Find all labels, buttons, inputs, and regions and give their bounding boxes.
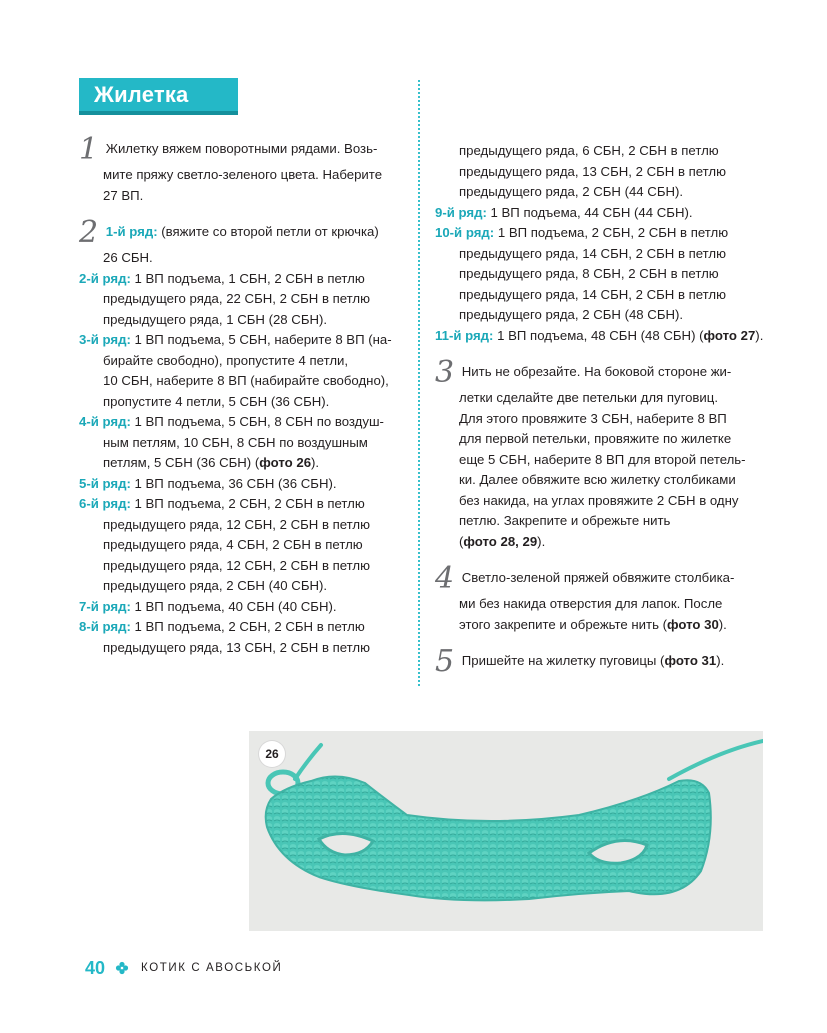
row-label: 4-й ряд:	[79, 414, 131, 429]
row-line: 10 СБН, наберите 8 ВП (набирайте свободно),	[103, 373, 389, 388]
step-text: ).	[716, 653, 725, 668]
row-label: 8-й ряд:	[79, 619, 131, 634]
crochet-vest-illustration	[249, 731, 763, 931]
step-3	[435, 355, 770, 390]
step-2-line: 26 СБН.	[103, 250, 153, 265]
row-line: предыдущего ряда, 12 СБН, 2 СБН в петлю	[103, 516, 370, 532]
row-line: предыдущего ряда, 1 СБН (28 СБН).	[103, 311, 328, 327]
row-line: предыдущего ряда, 14 СБН, 2 СБН в петлю	[459, 286, 726, 302]
photo-26	[249, 731, 763, 931]
right-column	[435, 141, 770, 677]
row-label: 1-й ряд:	[105, 224, 158, 239]
row-text: 1 ВП подъема, 2 СБН, 2 СБН в петлю	[130, 619, 365, 634]
photo-ref: фото 31	[664, 653, 717, 668]
step-text: ).	[537, 533, 546, 549]
book-title: КОТИК С АВОСЬКОЙ	[141, 962, 283, 974]
step-3-line: для первой петельки, провяжите по жилетке	[459, 431, 732, 446]
row-text: 1 ВП подъема, 48 СБН (48 СБН) (	[493, 327, 704, 343]
step-3-line: без накида, на углах провяжите 2 СБН в одну	[459, 492, 739, 508]
step-number: 5	[435, 644, 455, 679]
row-line	[79, 453, 411, 474]
section-title	[79, 78, 238, 111]
step-text: (	[459, 533, 464, 549]
step-text: Пришейте на жилетку пуговицы (	[461, 653, 665, 668]
row-line: предыдущего ряда, 22 СБН, 2 СБН в петлю	[103, 291, 370, 306]
row-3	[79, 330, 411, 351]
step-3-line: ки. Далее обвяжите всю жилетку столбиками	[459, 472, 736, 487]
column-divider	[418, 80, 420, 686]
step-text: этого закрепите и обрежьте нить (	[459, 616, 668, 632]
step-4-line: ми без накида отверстия для лапок. После	[459, 596, 723, 611]
row-text: 1 ВП подъема, 40 СБН (40 СБН).	[130, 598, 337, 614]
section-title-text: Жилетка	[94, 81, 189, 107]
step-3-line	[435, 532, 770, 553]
step-3-line: еще 5 СБН, наберите 8 ВП для второй петель-	[459, 451, 746, 467]
page-number: 40	[85, 957, 106, 978]
photo-ref: фото 27	[703, 327, 756, 343]
title-shadow	[79, 111, 238, 115]
row-text: ).	[311, 455, 320, 470]
row-text: 1 ВП подъема, 2 СБН, 2 СБН в петлю	[130, 496, 365, 511]
row-line: пропустите 4 петли, 5 СБН (36 СБН).	[103, 393, 330, 409]
row-line: предыдущего ряда, 14 СБН, 2 СБН в петлю	[459, 245, 726, 261]
row-10	[435, 223, 770, 244]
photo-ref: фото 26	[259, 455, 312, 470]
row-8	[79, 617, 411, 638]
row-line: предыдущего ряда, 8 СБН, 2 СБН в петлю	[459, 266, 719, 281]
flower-icon	[115, 961, 129, 975]
row-line: предыдущего ряда, 12 СБН, 2 СБН в петлю	[103, 557, 370, 573]
row-label: 2-й ряд:	[79, 270, 131, 286]
row-label: 9-й ряд:	[435, 204, 487, 220]
step-4-line	[435, 615, 770, 636]
row-4	[79, 412, 411, 433]
row-text: петлям, 5 СБН (36 СБН) (	[103, 455, 260, 470]
step-3-line: Для этого провяжите 3 СБН, наберите 8 ВП	[459, 410, 727, 426]
step-number: 1	[79, 132, 99, 167]
row-text: 1 ВП подъема, 44 СБН (44 СБН).	[486, 204, 693, 220]
row-line: предыдущего ряда, 2 СБН (40 СБН).	[103, 578, 328, 593]
row-label: 11-й ряд:	[435, 327, 494, 343]
step-number: 4	[435, 561, 455, 596]
step-2	[79, 215, 411, 250]
row-line: предыдущего ряда, 4 СБН, 2 СБН в петлю	[103, 537, 363, 552]
step-text: ).	[718, 616, 727, 632]
row-text: ).	[755, 327, 764, 343]
step-3-line: летки сделайте две петельки для пуговиц.	[459, 390, 719, 405]
row-6	[79, 494, 411, 515]
step-1-line: 27 ВП.	[103, 187, 144, 203]
row-line: предыдущего ряда, 6 СБН, 2 СБН в петлю	[459, 143, 719, 158]
row-line: предыдущего ряда, 2 СБН (48 СБН).	[459, 307, 684, 322]
left-column	[79, 132, 411, 658]
row-text: 1 ВП подъема, 5 СБН, 8 СБН по воздуш-	[130, 414, 384, 429]
row-9	[435, 203, 770, 224]
row-7	[79, 597, 411, 618]
photo-ref: фото 28, 29	[463, 533, 538, 549]
step-1	[79, 132, 411, 167]
row-text: 1 ВП подъема, 1 СБН, 2 СБН в петлю	[130, 270, 365, 286]
row-2	[79, 269, 411, 290]
row-line: бирайте свободно), пропустите 4 петли,	[103, 352, 349, 368]
step-text: Жилетку вяжем поворотными рядами. Возь-	[105, 141, 378, 156]
step-5	[435, 644, 770, 679]
step-text: (вяжите со второй петли от крючка)	[157, 224, 379, 239]
row-line: предыдущего ряда, 13 СБН, 2 СБН в петлю	[459, 163, 726, 179]
row-text: 1 ВП подъема, 5 СБН, наберите 8 ВП (на-	[130, 332, 392, 347]
step-1-line: мите пряжу светло-зеленого цвета. Наберите	[103, 167, 383, 182]
step-number: 3	[435, 355, 455, 390]
row-label: 7-й ряд:	[79, 598, 131, 614]
photo-badge: 26	[259, 741, 285, 767]
step-text: Нить не обрезайте. На боковой стороне жи-	[461, 364, 732, 379]
row-5	[79, 474, 411, 495]
row-line: предыдущего ряда, 2 СБН (44 СБН).	[459, 184, 684, 199]
row-line: ным петлям, 10 СБН, 8 СБН по воздушным	[103, 434, 368, 450]
row-label: 5-й ряд:	[79, 475, 131, 491]
step-text: Светло-зеленой пряжей обвяжите столбика-	[461, 570, 735, 585]
photo-ref: фото 30	[667, 616, 719, 632]
row-label: 10-й ряд:	[435, 225, 495, 240]
row-label: 3-й ряд:	[79, 332, 131, 347]
row-label: 6-й ряд:	[79, 496, 131, 511]
row-text: 1 ВП подъема, 36 СБН (36 СБН).	[130, 475, 337, 491]
row-text: 1 ВП подъема, 2 СБН, 2 СБН в петлю	[494, 225, 729, 240]
row-line: предыдущего ряда, 13 СБН, 2 СБН в петлю	[103, 639, 370, 655]
step-3-line: петлю. Закрепите и обрежьте нить	[459, 513, 671, 528]
row-11	[435, 326, 770, 347]
page-footer	[85, 958, 282, 978]
step-number: 2	[79, 215, 99, 250]
step-4	[435, 561, 770, 596]
